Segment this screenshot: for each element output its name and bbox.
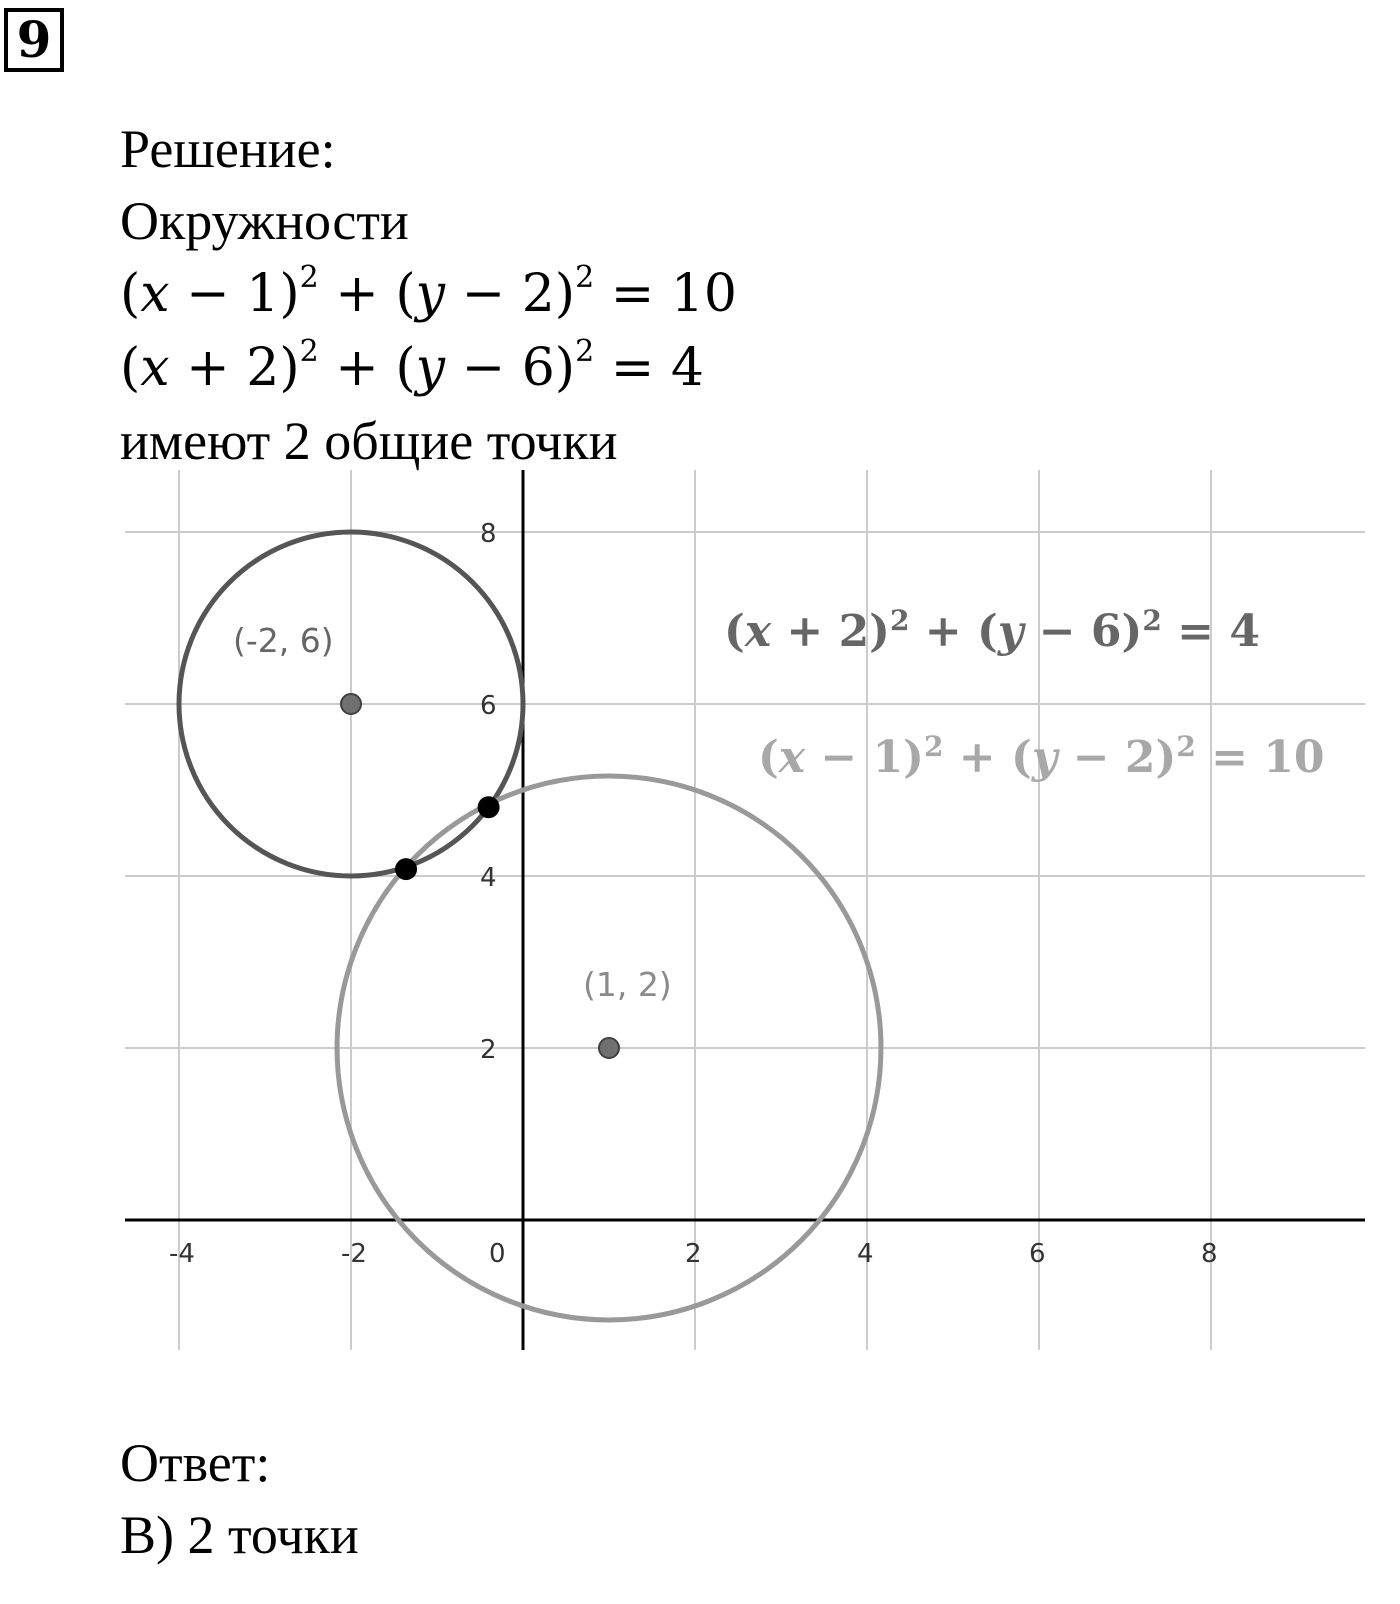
y-tick-label: 2	[480, 1035, 497, 1065]
y-tick-label: 6	[480, 691, 497, 721]
equation-1: $(x - 1)^2 + (y - 2)^2 = 10$	[120, 260, 737, 324]
y-tick-label: 8	[480, 519, 497, 549]
x-tick-label: -4	[169, 1239, 195, 1269]
equation-2: $(x + 2)^2 + (y - 6)^2 = 4$	[120, 334, 704, 398]
intersection-point-2	[395, 858, 417, 880]
circle-label-small: $(x + 2)^2 + (y - 6)^2 = 4$	[724, 604, 1260, 657]
center-point-1	[341, 694, 361, 714]
circle-label-large: $(x - 1)^2 + (y - 2)^2 = 10$	[758, 730, 1325, 783]
center-point-2	[599, 1038, 619, 1058]
intersection-point-1	[478, 796, 500, 818]
solution-heading: Решение:	[120, 119, 336, 179]
y-tick-label: 4	[480, 863, 497, 893]
x-tick-label: 0	[489, 1239, 506, 1269]
x-tick-label: 4	[857, 1239, 874, 1269]
x-tick-label: 2	[685, 1239, 702, 1269]
grid	[125, 470, 1365, 1350]
circles-graph	[0, 470, 1400, 1370]
x-tick-label: -2	[341, 1239, 367, 1269]
center-label-2: (1, 2)	[583, 965, 672, 1004]
center-label-1: (-2, 6)	[233, 621, 334, 660]
x-tick-label: 6	[1029, 1239, 1046, 1269]
points	[233, 621, 672, 1058]
x-tick-label: 8	[1201, 1239, 1218, 1269]
conclusion: имеют 2 общие точки	[120, 411, 618, 471]
answer-heading: Ответ:	[120, 1433, 271, 1493]
answer: B) 2 точки	[120, 1505, 359, 1565]
circles-heading: Окружности	[120, 191, 409, 251]
task-number: 9	[4, 8, 64, 72]
